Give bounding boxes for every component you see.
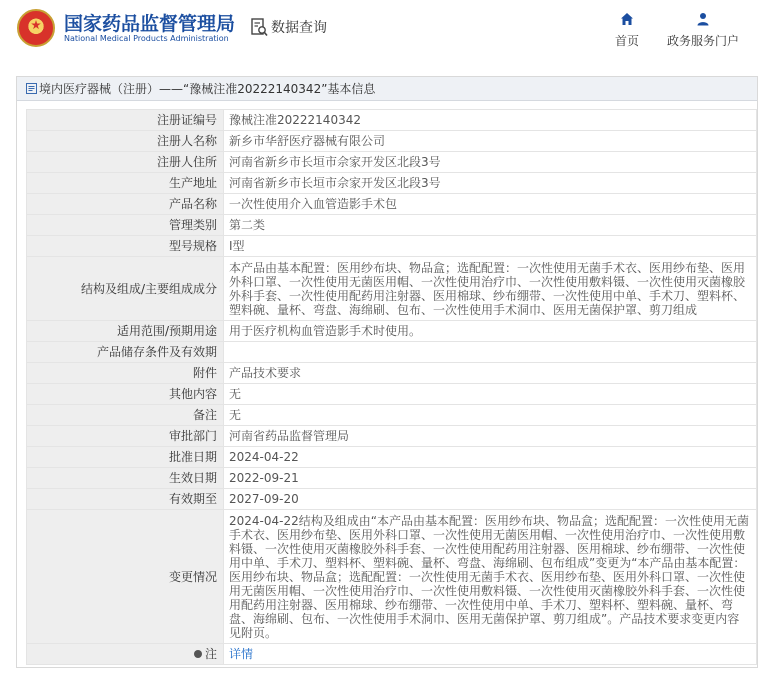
detail-table bbox=[26, 109, 757, 665]
table-row bbox=[27, 363, 757, 384]
note-label: 注 bbox=[204, 647, 217, 661]
user-icon bbox=[663, 12, 743, 28]
field-value: 无 bbox=[224, 384, 757, 405]
table-row bbox=[27, 510, 757, 644]
table-row bbox=[27, 215, 757, 236]
table-row bbox=[27, 257, 757, 321]
nav-home-label: 首页 bbox=[614, 34, 639, 48]
field-label: 变更情况 bbox=[27, 510, 224, 644]
note-icon bbox=[194, 650, 202, 658]
nav-home[interactable] bbox=[610, 12, 644, 49]
table-row bbox=[27, 384, 757, 405]
field-value: 2027-09-20 bbox=[224, 489, 757, 510]
field-label: 产品储存条件及有效期 bbox=[27, 342, 224, 363]
panel-title-bar bbox=[17, 77, 757, 101]
panel-title: 境内医疗器械（注册）——“豫械注准20222140342”基本信息 bbox=[39, 82, 376, 96]
table-row bbox=[27, 152, 757, 173]
query-icon bbox=[251, 18, 268, 37]
field-value: 河南省新乡市长垣市佘家开发区北段3号 bbox=[224, 173, 757, 194]
table-row bbox=[27, 489, 757, 510]
note-value-cell bbox=[224, 644, 757, 665]
field-value: 无 bbox=[224, 405, 757, 426]
details-link[interactable]: 详情 bbox=[229, 647, 254, 661]
field-label: 备注 bbox=[27, 405, 224, 426]
field-value: 河南省新乡市长垣市佘家开发区北段3号 bbox=[224, 152, 757, 173]
field-value bbox=[224, 342, 757, 363]
table-row-note bbox=[27, 644, 757, 665]
table-row bbox=[27, 447, 757, 468]
national-emblem-icon bbox=[17, 9, 55, 47]
field-value: 第二类 bbox=[224, 215, 757, 236]
home-icon bbox=[610, 12, 644, 28]
field-value: 用于医疗机构血管造影手术时使用。 bbox=[224, 321, 757, 342]
site-name-en: National Medical Products Administration bbox=[64, 34, 229, 43]
field-value: 2024-04-22 bbox=[224, 447, 757, 468]
field-value: 2024-04-22结构及组成由“本产品由基本配置：医用纱布块、物品盒；选配配置：一次性使用无菌手术衣、医用纱布垫、医用外科口罩、一次性使用无菌医用帽、一次性使用治疗巾、一次性使用敷料镊、一次性使用灭菌橡胶外科手套、一次性使用配药用注射器、医用棉球、纱布绷带、一次性使用中单、手术刀、塑料杯、塑料碗、量杯、弯盘、海绵刷、包布组成”变更为“本产品由基本配置：医用纱布块、物品盒；选配配置：一次性使用无菌手术衣、医用纱布垫、医用外科口罩、一次性使用无菌医用帽、一次性使用治疗巾、一次性使用敷料镊、一次性使用灭菌橡胶外科手套、一次性使用配药用注射器、医用棉球、纱布绷带、一次性使用中单、手术刀、塑料杯、塑料碗、量杯、弯盘、海绵刷、包布、一次性使用手术洞巾、医用无菌保护罩、剪刀组成”。产品技术要求变更内容见附页。 bbox=[224, 510, 757, 644]
field-label: 注册人住所 bbox=[27, 152, 224, 173]
nav-portal[interactable] bbox=[663, 12, 743, 49]
table-row bbox=[27, 468, 757, 489]
note-label-cell bbox=[27, 644, 224, 665]
field-value: 豫械注准20222140342 bbox=[224, 110, 757, 131]
field-label: 适用范围/预期用途 bbox=[27, 321, 224, 342]
field-label: 注册人名称 bbox=[27, 131, 224, 152]
table-row bbox=[27, 194, 757, 215]
data-query-label: 数据查询 bbox=[271, 20, 327, 36]
field-value: 新乡市华舒医疗器械有限公司 bbox=[224, 131, 757, 152]
field-label: 型号规格 bbox=[27, 236, 224, 257]
field-value: 一次性使用介入血管造影手术包 bbox=[224, 194, 757, 215]
table-row bbox=[27, 236, 757, 257]
field-label: 有效期至 bbox=[27, 489, 224, 510]
table-row bbox=[27, 321, 757, 342]
field-value: 本产品由基本配置：医用纱布块、物品盒；选配配置：一次性使用无菌手术衣、医用纱布垫、医用外科口罩、一次性使用无菌医用帽、一次性使用治疗巾、一次性使用敷料镊、一次性使用灭菌橡胶外科手套、一次性使用配药用注射器、医用棉球、纱布绷带、一次性使用中单、手术刀、塑料杯、塑料碗、量杯、弯盘、海绵刷、包布、一次性使用手术洞巾、医用无菌保护罩、剪刀组成 bbox=[224, 257, 757, 321]
field-label: 生产地址 bbox=[27, 173, 224, 194]
field-label: 其他内容 bbox=[27, 384, 224, 405]
field-label: 结构及组成/主要组成成分 bbox=[27, 257, 224, 321]
field-label: 产品名称 bbox=[27, 194, 224, 215]
data-query-link[interactable] bbox=[251, 17, 327, 37]
nav-portal-label: 政务服务门户 bbox=[666, 34, 739, 48]
field-value: 河南省药品监督管理局 bbox=[224, 426, 757, 447]
field-label: 审批部门 bbox=[27, 426, 224, 447]
site-header bbox=[0, 0, 758, 58]
field-label: 附件 bbox=[27, 363, 224, 384]
site-name[interactable]: 国家药品监督管理局 bbox=[64, 13, 236, 35]
table-row bbox=[27, 342, 757, 363]
table-row bbox=[27, 173, 757, 194]
panel-title-icon bbox=[26, 83, 37, 94]
field-label: 生效日期 bbox=[27, 468, 224, 489]
field-value: 2022-09-21 bbox=[224, 468, 757, 489]
table-row bbox=[27, 426, 757, 447]
field-label: 批准日期 bbox=[27, 447, 224, 468]
table-row bbox=[27, 405, 757, 426]
table-row bbox=[27, 110, 757, 131]
field-label: 注册证编号 bbox=[27, 110, 224, 131]
field-value: I型 bbox=[224, 236, 757, 257]
field-label: 管理类别 bbox=[27, 215, 224, 236]
field-value: 产品技术要求 bbox=[224, 363, 757, 384]
table-row bbox=[27, 131, 757, 152]
